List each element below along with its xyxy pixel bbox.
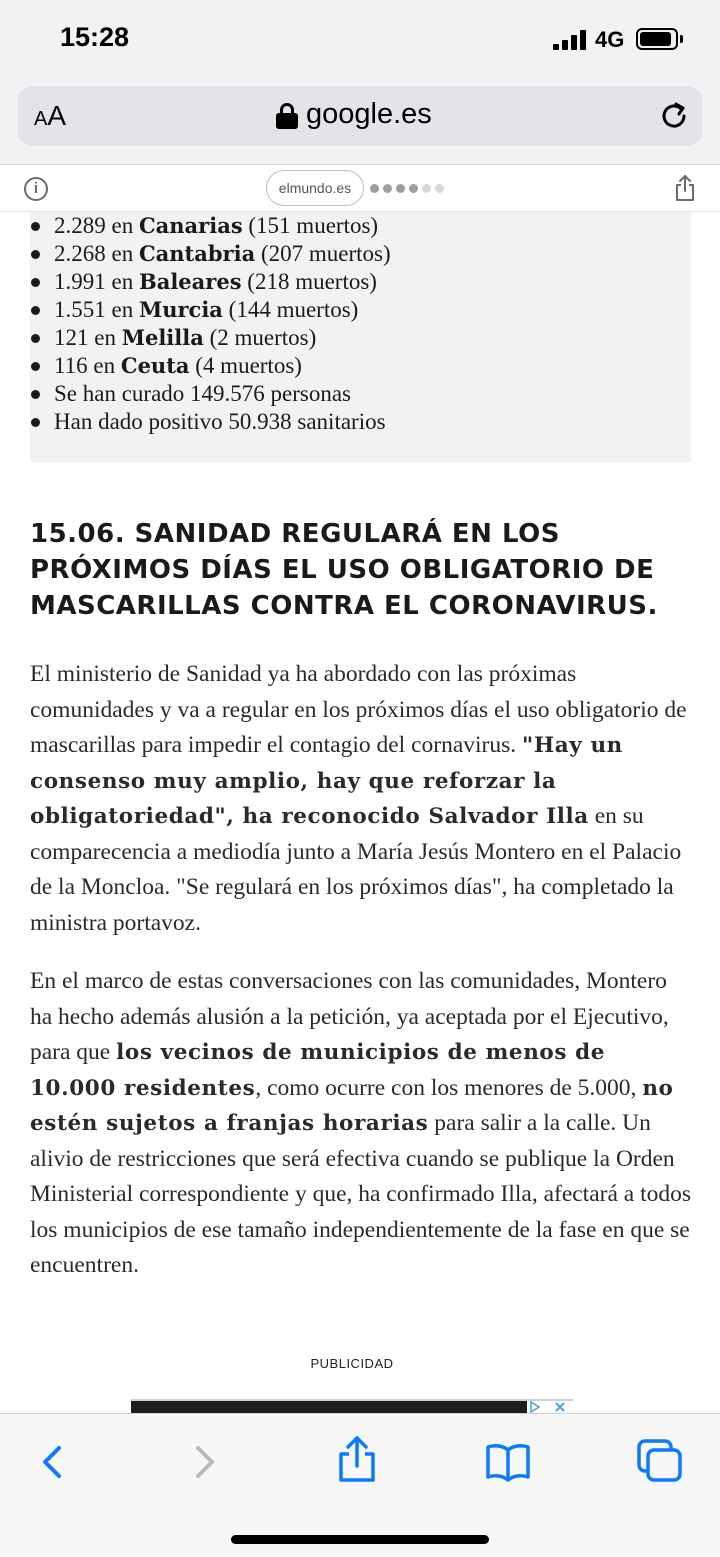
stat-region: Murcia	[138, 297, 223, 322]
stats-summary-box	[30, 212, 691, 462]
stats-list-item	[54, 324, 391, 352]
tabs-icon[interactable]	[636, 1438, 684, 1484]
stats-list	[54, 212, 391, 436]
stats-list-item	[54, 212, 391, 240]
stat-deaths: (218 muertos)	[241, 269, 377, 294]
advertisement[interactable]	[131, 1399, 573, 1413]
carousel-dot	[435, 184, 444, 193]
carousel-dots	[370, 184, 448, 194]
stat-deaths: (4 muertos)	[189, 353, 302, 378]
bookmarks-icon[interactable]	[485, 1442, 531, 1482]
stat-deaths: (151 muertos)	[242, 213, 379, 238]
home-indicator	[231, 1535, 489, 1544]
source-pill[interactable]: elmundo.es	[266, 170, 364, 206]
stats-list-item	[54, 380, 391, 408]
share-icon[interactable]	[674, 174, 696, 202]
carousel-dot	[383, 184, 392, 193]
url-domain[interactable]: google.es	[306, 98, 432, 130]
carousel-dot	[396, 184, 405, 193]
bullet-icon	[31, 362, 40, 371]
bullet-icon	[31, 334, 40, 343]
lock-icon	[276, 103, 298, 129]
forward-arrow-icon[interactable]	[182, 1440, 226, 1484]
stat-deaths: (144 muertos)	[222, 297, 359, 322]
share-icon[interactable]	[334, 1434, 380, 1484]
carousel-dot	[370, 184, 379, 193]
stat-deaths: (207 muertos)	[255, 241, 391, 266]
browser-chrome	[0, 80, 720, 164]
carousel-dot	[409, 184, 418, 193]
stats-list-item	[54, 296, 391, 324]
ad-choices-icon[interactable]	[527, 1401, 573, 1413]
stat-text: Se han curado 149.576 personas	[54, 381, 352, 406]
stat-text: 2.268 en	[54, 241, 139, 266]
stats-list-item	[54, 408, 391, 436]
stats-list-item	[54, 240, 391, 268]
stat-text: 121 en	[54, 325, 122, 350]
bullet-icon	[31, 306, 40, 315]
text-size-button[interactable]: AA	[34, 100, 67, 131]
network-type-label: 4G	[595, 27, 625, 52]
stat-region: Cantabria	[138, 241, 256, 266]
stat-region: Canarias	[138, 213, 243, 238]
stat-region: Baleares	[138, 269, 242, 294]
bullet-icon	[31, 278, 40, 287]
stat-region: Melilla	[121, 325, 204, 350]
bullet-icon	[31, 390, 40, 399]
stat-deaths: (2 muertos)	[203, 325, 317, 350]
stat-text: Han dado positivo 50.938 sanitarios	[54, 409, 386, 434]
article-paragraph: El ministerio de Sanidad ya ha abordado con las próximas comunidades y va a regular en los próximos días el uso obligatorio de mascarillas para impedir el contagio del cornavirus. "Hay un consenso muy amplio, hay que reforzar la obligatoriedad", ha reconocido Salvador Illa en su comparecencia a mediodía junto a María Jesús Montero en el Palacio de la Moncloa. "Se regulará en los próximos días", ha completado la ministra portavoz.	[30, 661, 687, 936]
reload-icon[interactable]	[658, 100, 690, 132]
battery-icon	[636, 28, 678, 50]
status-time: 15:28	[60, 22, 130, 52]
amp-viewer-header	[0, 164, 720, 212]
bullet-icon	[31, 222, 40, 231]
carousel-dot	[422, 184, 431, 193]
address-bar[interactable]	[18, 86, 702, 146]
back-arrow-icon[interactable]	[31, 1440, 75, 1484]
stat-text: 116 en	[54, 353, 121, 378]
bullet-icon	[31, 418, 40, 427]
battery-tip	[680, 35, 683, 43]
ad-label: PUBLICIDAD	[310, 1356, 394, 1371]
stat-text: 1.991 en	[54, 269, 139, 294]
article-headline: 15.06. SANIDAD REGULARÁ EN LOS PRÓXIMOS DÍAS EL USO OBLIGATORIO DE MASCARILLAS CONTRA EL CORONAVIRUS.	[30, 519, 658, 621]
stat-region: Ceuta	[120, 353, 190, 378]
bullet-icon	[31, 250, 40, 259]
info-icon[interactable]: i	[24, 177, 48, 201]
stat-text: 1.551 en	[54, 297, 139, 322]
cellular-signal-icon	[553, 30, 589, 50]
stats-list-item	[54, 352, 391, 380]
article-paragraph: En el marco de estas conversaciones con las comunidades, Montero ha hecho además alusión a la petición, ya aceptada por el Ejecutivo, para que los vecinos de municipios de menos de 10.000 residentes, como ocurre con los menores de 5.000, no estén sujetos a franjas horarias para salir a la calle. Un alivio de restricciones que será efectiva cuando se publique la Orden Ministerial correspondiente y que, ha confirmado Illa, afectará a todos los municipios de ese tamaño independientemente de la fase en que se encuentren.	[30, 968, 692, 1278]
stats-list-item	[54, 268, 391, 296]
status-bar	[0, 0, 720, 80]
stat-text: 2.289 en	[54, 213, 139, 238]
